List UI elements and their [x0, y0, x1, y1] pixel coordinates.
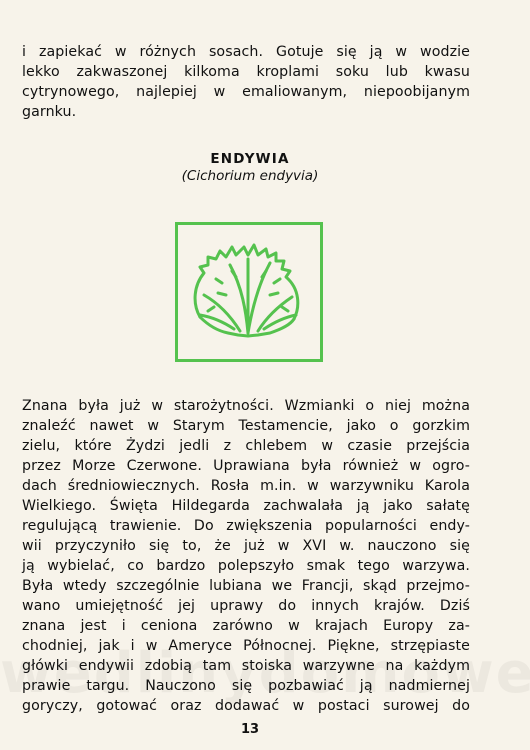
text-line: i zapiekać w różnych sosach. Gotuje się ją w wodzie	[22, 44, 470, 60]
section-latin-name: (Cichorium endyvia)	[181, 168, 319, 184]
text-line: główki endywii zdobią tam stoiska warzywne na każdym	[22, 658, 470, 674]
text-line: chodniej, jak i w Ameryce Północnej. Piękne, strzępiaste	[22, 638, 470, 654]
section-title: ENDYWIA	[210, 151, 290, 167]
text-line: Znana była już w starożytności. Wzmianki o niej można	[22, 398, 470, 414]
text-line: wano umiejętność jej uprawy do innych krajów. Dziś	[22, 598, 470, 614]
text-line: znana jest i ceniona zarówno w krajach Europy za-	[22, 618, 470, 634]
text-line: przez Morze Czerwone. Uprawiana była również w ogro-	[22, 458, 470, 474]
text-line: dach średniowiecznych. Rosła m.in. w warzywniku Karola	[22, 478, 470, 494]
text-line: Była wtedy szczególnie lubiana we Francji, skąd przejmo-	[22, 578, 470, 594]
text-line: regulującą trawienie. Do zwiększenia popularności endy-	[22, 518, 470, 534]
text-line: zielu, które Żydzi jedli z chlebem w czasie przejścia	[22, 438, 470, 454]
text-line: cytrynowego, najlepiej w emaliowanym, niepoobijanym	[22, 84, 470, 100]
text-line: Wielkiego. Święta Hildegarda zachwalała ją jako sałatę	[22, 498, 470, 514]
text-line: lekko zakwaszonej kilkoma kroplami soku lub kwasu	[22, 64, 470, 80]
text-line: prawie targu. Nauczono się pozbawiać ją nadmiernej	[22, 678, 470, 694]
text-line: znaleźć nawet w Starym Testamencie, jako o gorzkim	[22, 418, 470, 434]
text-line: garnku.	[22, 104, 77, 120]
text-line: ją wybielać, co bardzo polepszyło smak tego warzywa.	[22, 558, 470, 574]
endive-illustration	[175, 222, 323, 362]
page-number: 13	[240, 722, 260, 737]
text-line: wii przyczyniło się to, że już w XVI w. nauczono się	[22, 538, 470, 554]
text-line: goryczy, gotować oraz dodawać w postaci surowej do	[22, 698, 470, 714]
endive-plant-icon	[178, 225, 320, 359]
